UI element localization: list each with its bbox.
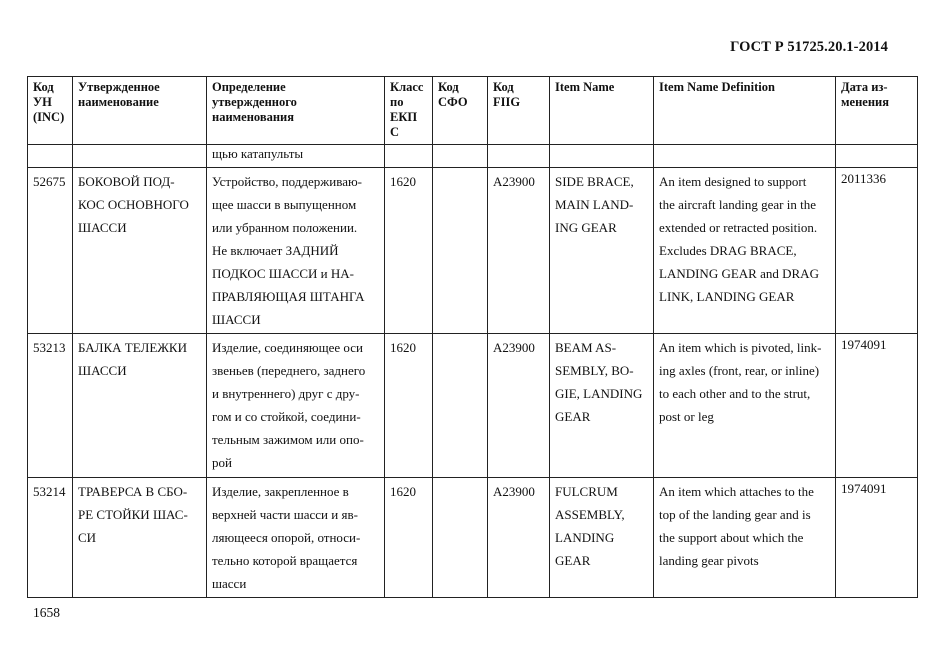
definition-cell-line: шасси — [212, 576, 247, 591]
definition-cell-line: верхней части шасси и яв- — [212, 507, 358, 522]
item-definition-cell-line: ing axles (front, rear, or inline) — [659, 363, 820, 378]
definition-cell-line: или убранном положении. — [212, 220, 358, 235]
definition-cell-line: щее шасси в выпущенном — [212, 197, 357, 212]
header-approved-name — [73, 77, 207, 145]
approved-name-cell-line: КОС ОСНОВНОГО — [78, 197, 189, 212]
header-line: УН — [33, 95, 52, 109]
header-change-date — [836, 77, 918, 145]
sfo-cell — [433, 334, 488, 478]
approved-name-cell — [73, 478, 207, 598]
header-fiig — [488, 77, 550, 145]
inc-code-cell: 52675 — [28, 168, 73, 334]
item-name-cell-line: LANDING — [555, 530, 615, 545]
definition-cell — [207, 478, 385, 598]
header-line: наименования — [212, 110, 295, 124]
header-line: Код — [438, 80, 459, 94]
item-definition-cell-line: LINK, LANDING GEAR — [659, 289, 795, 304]
definition-cell-line: Изделие, закрепленное в — [212, 484, 349, 499]
item-definition-cell-line: An item designed to support — [659, 174, 807, 189]
item-name-cell-line: FULCRUM — [555, 484, 618, 499]
document-standard-title: ГОСТ Р 51725.20.1-2014 — [730, 39, 888, 55]
inc-code-cell: 53213 — [28, 334, 73, 478]
header-line: С — [390, 125, 400, 139]
definition-cell — [207, 168, 385, 334]
sfo-cell — [433, 478, 488, 598]
header-line: ЕКП — [390, 110, 418, 124]
header-line: Item Name Definition — [659, 80, 775, 94]
item-definition-cell-line: post or leg — [659, 409, 714, 424]
table-header-row — [28, 77, 918, 145]
continuation-row — [28, 145, 918, 168]
approved-name-cell-line: ШАССИ — [78, 220, 127, 235]
item-definition-cell-line: Excludes DRAG BRACE, — [659, 243, 797, 258]
definition-cell-line: гом и со стойкой, соедини- — [212, 409, 361, 424]
item-definition-cell-line: An item which is pivoted, link- — [659, 340, 822, 355]
fiig-cell: A23900 — [488, 334, 550, 478]
item-definition-cell — [654, 334, 836, 478]
item-name-cell-line: ING GEAR — [555, 220, 617, 235]
item-name-cell-line: MAIN LAND- — [555, 197, 634, 212]
item-definition-cell-line: the support about which the — [659, 530, 804, 545]
approved-name-cell — [73, 334, 207, 478]
fiig-cell: A23900 — [488, 168, 550, 334]
item-name-cell-line: GIE, LANDING — [555, 386, 643, 401]
inc-code-cell: 53214 — [28, 478, 73, 598]
definition-cell-line: тельно которой вращается — [212, 553, 358, 568]
item-definition-cell-line: top of the landing gear and is — [659, 507, 811, 522]
definition-cell — [207, 334, 385, 478]
class-cell: 1620 — [385, 168, 433, 334]
sfo-cell — [433, 168, 488, 334]
header-line: Дата из- — [841, 80, 888, 94]
header-class — [385, 77, 433, 145]
approved-name-cell-line: БАЛКА ТЕЛЕЖКИ — [78, 340, 187, 355]
item-name-cell-line: SEMBLY, BO- — [555, 363, 634, 378]
header-inc — [28, 77, 73, 145]
definition-cell-line: ШАССИ — [212, 312, 261, 327]
definition-cell-line: и внутреннего) друг с дру- — [212, 386, 360, 401]
class-cell: 1620 — [385, 334, 433, 478]
item-definition-cell — [654, 478, 836, 598]
approved-name-cell-line: ШАССИ — [78, 363, 127, 378]
header-line: Item Name — [555, 80, 615, 94]
approved-name-cell-line: РЕ СТОЙКИ ШАС- — [78, 507, 188, 522]
definition-cell-line: ляющееся опорой, относи- — [212, 530, 361, 545]
header-sfo — [433, 77, 488, 145]
header-definition — [207, 77, 385, 145]
change-date-cell: 1974091 — [836, 478, 918, 598]
header-line: Утвержденное — [78, 80, 160, 94]
definition-cell-line: ПОДКОС ШАССИ и НА- — [212, 266, 354, 281]
header-line: СФО — [438, 95, 468, 109]
header-line: наименование — [78, 95, 159, 109]
definition-cell-line: Не включает ЗАДНИЙ — [212, 243, 339, 258]
item-definition-cell-line: extended or retracted position. — [659, 220, 818, 235]
change-date-cell: 2011336 — [836, 168, 918, 334]
nomenclature-table — [27, 76, 918, 598]
definition-cell-line: рой — [212, 455, 232, 470]
header-item-name — [550, 77, 654, 145]
table-row — [28, 334, 918, 478]
header-line: (INC) — [33, 110, 65, 124]
header-item-name-definition — [654, 77, 836, 145]
definition-cell-line: звеньев (переднего, заднего — [212, 363, 366, 378]
fiig-cell: A23900 — [488, 478, 550, 598]
header-line: по — [390, 95, 404, 109]
item-name-cell-line: GEAR — [555, 409, 591, 424]
page-number: 1658 — [33, 605, 60, 620]
header-line: утвержденного — [212, 95, 297, 109]
header-line: Код — [33, 80, 54, 94]
change-date-cell: 1974091 — [836, 334, 918, 478]
item-definition-cell-line: to each other and to the strut, — [659, 386, 811, 401]
item-definition-cell-line: LANDING GEAR and DRAG — [659, 266, 819, 281]
header-line: Класс — [390, 80, 424, 94]
approved-name-cell-line: БОКОВОЙ ПОД- — [78, 174, 175, 189]
item-name-cell — [550, 334, 654, 478]
approved-name-cell-line: ТРАВЕРСА В СБО- — [78, 484, 188, 499]
header-line: менения — [841, 95, 889, 109]
header-line: FIIG — [493, 95, 521, 109]
class-cell: 1620 — [385, 478, 433, 598]
item-definition-cell-line: landing gear pivots — [659, 553, 759, 568]
table-row — [28, 168, 918, 334]
item-name-cell-line: ASSEMBLY, — [555, 507, 625, 522]
table-row — [28, 478, 918, 598]
definition-cell-line: тельным зажимом или опо- — [212, 432, 364, 447]
item-definition-cell-line: An item which attaches to the — [659, 484, 814, 499]
header-line: Определение — [212, 80, 286, 94]
continuation-definition: щью катапульты — [207, 145, 385, 168]
item-name-cell — [550, 478, 654, 598]
approved-name-cell-line: СИ — [78, 530, 97, 545]
item-name-cell-line: GEAR — [555, 553, 591, 568]
approved-name-cell — [73, 168, 207, 334]
definition-cell-line: Устройство, поддерживаю- — [212, 174, 363, 189]
definition-cell-line: Изделие, соединяющее оси — [212, 340, 363, 355]
item-definition-cell-line: the aircraft landing gear in the — [659, 197, 817, 212]
item-name-cell-line: SIDE BRACE, — [555, 174, 634, 189]
item-name-cell — [550, 168, 654, 334]
item-name-cell-line: BEAM AS- — [555, 340, 617, 355]
definition-cell-line: ПРАВЛЯЮЩАЯ ШТАНГА — [212, 289, 365, 304]
header-line: Код — [493, 80, 514, 94]
item-definition-cell — [654, 168, 836, 334]
